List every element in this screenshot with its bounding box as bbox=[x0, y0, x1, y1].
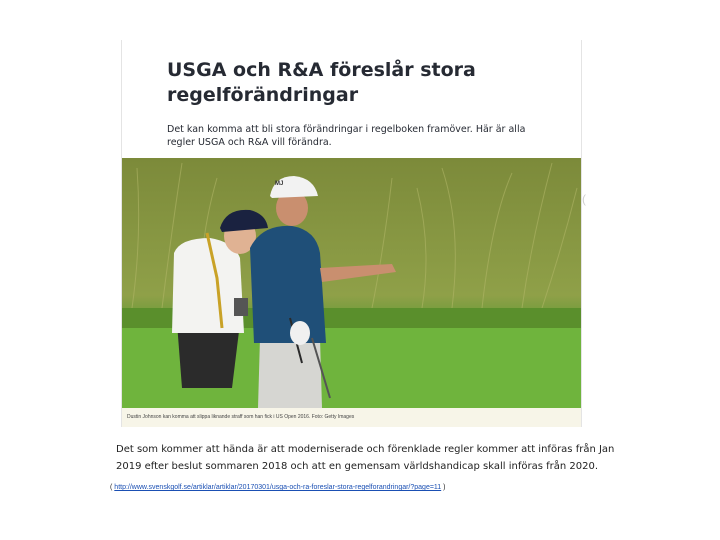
body-text: Det som kommer att hända är att moderniserade och förenklade regler kommer att införas från Jan 2019 efter beslut sommaren 2018 och att en gemensam världshandicap skall införas från 2020. bbox=[116, 444, 615, 472]
source-close-paren: ) bbox=[443, 484, 446, 491]
source-citation bbox=[110, 484, 446, 491]
article-card bbox=[121, 40, 582, 427]
cap-logo-text: MJ bbox=[275, 181, 284, 187]
source-open-paren: ( bbox=[110, 484, 113, 491]
source-link[interactable]: http://www.svenskgolf.se/artiklar/artiklar/20170301/usga-och-ra-foreslar-stora-regelforandringar/?page=11 bbox=[114, 484, 442, 491]
article-lead: Det kan komma att bli stora förändringar i regelboken framöver. Här är alla regler USGA och R&A vill förändra. bbox=[167, 124, 526, 148]
article-photo bbox=[122, 158, 581, 408]
photo-caption: Dustin Johnson kan komma att slippa liknande straff som han fick i US Open 2016. Foto: Getty Images bbox=[122, 408, 581, 427]
article-headline: USGA och R&A föreslår stora regelförändringar bbox=[167, 59, 476, 106]
side-mark: ( bbox=[582, 192, 586, 206]
golf-photo-image bbox=[122, 158, 581, 408]
